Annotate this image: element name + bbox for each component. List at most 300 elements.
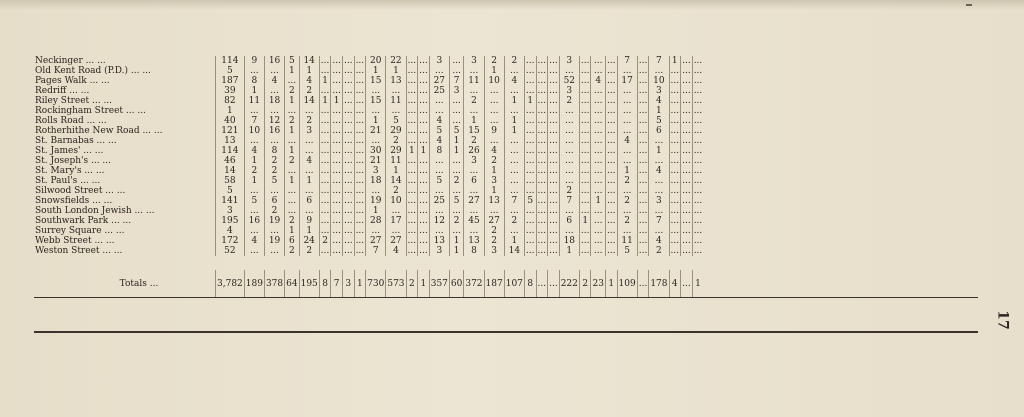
table-cell: ... bbox=[559, 166, 579, 176]
table-cell: ... bbox=[320, 156, 330, 166]
table-cell: ... bbox=[264, 246, 284, 256]
table-cell: 52 bbox=[559, 76, 579, 86]
table-cell: ... bbox=[355, 156, 365, 166]
table-cell: ... bbox=[355, 166, 365, 176]
table-cell: ... bbox=[580, 226, 590, 236]
table-cell: ... bbox=[429, 106, 449, 116]
table-cell: ... bbox=[299, 186, 319, 196]
table-cell: ... bbox=[548, 270, 560, 298]
table-cell: ... bbox=[504, 66, 524, 76]
table-cell: ... bbox=[580, 166, 590, 176]
table-row bbox=[34, 136, 703, 146]
table-cell: ... bbox=[670, 76, 680, 86]
table-cell: ... bbox=[355, 186, 365, 196]
table-cell: ... bbox=[682, 246, 691, 256]
table-cell: 7 bbox=[244, 116, 264, 126]
district-name: St. Barnabas ... ... bbox=[35, 136, 117, 146]
table-cell: ... bbox=[464, 166, 484, 176]
table-cell: ... bbox=[244, 136, 264, 146]
table-cell: 114 bbox=[216, 56, 245, 66]
table-cell: 1 bbox=[299, 226, 319, 236]
table-cell: ... bbox=[366, 136, 386, 146]
table-cell: ... bbox=[484, 106, 504, 116]
table-cell: ... bbox=[606, 86, 616, 96]
table-cell: 3 bbox=[464, 56, 484, 66]
district-name: Totals ... bbox=[119, 279, 159, 289]
table-cell: ... bbox=[606, 136, 616, 146]
table-cell: 9 bbox=[244, 56, 264, 66]
table-cell: 730 bbox=[366, 270, 386, 298]
table-cell: 1 bbox=[649, 146, 669, 156]
table-cell: ... bbox=[591, 186, 605, 196]
table-cell: 1 bbox=[484, 66, 504, 76]
table-cell: ... bbox=[693, 126, 703, 136]
table-cell: 1 bbox=[449, 136, 463, 146]
table-cell: 4 bbox=[386, 246, 406, 256]
table-cell: ... bbox=[264, 226, 284, 236]
table-cell: 15 bbox=[366, 96, 386, 106]
table-cell: ... bbox=[320, 126, 330, 136]
table-cell: ... bbox=[332, 136, 341, 146]
table-cell: ... bbox=[285, 186, 299, 196]
table-cell: ... bbox=[484, 136, 504, 146]
table-cell: 3 bbox=[464, 156, 484, 166]
page-fold-shadow bbox=[0, 0, 1024, 10]
table-cell: ... bbox=[285, 76, 299, 86]
table-cell: 1 bbox=[591, 196, 605, 206]
table-cell: ... bbox=[525, 136, 535, 146]
table-cell: ... bbox=[419, 56, 428, 66]
table-cell: ... bbox=[537, 156, 547, 166]
table-cell: ... bbox=[591, 56, 605, 66]
table-cell: ... bbox=[549, 126, 558, 136]
table-cell: ... bbox=[693, 146, 703, 156]
table-cell: ... bbox=[464, 226, 484, 236]
table-cell: ... bbox=[617, 226, 637, 236]
table-cell: ... bbox=[407, 236, 417, 246]
table-cell: ... bbox=[549, 246, 558, 256]
table-cell: ... bbox=[693, 176, 703, 186]
table-cell: 7 bbox=[331, 270, 343, 298]
table-cell: 5 bbox=[285, 56, 299, 66]
table-cell: ... bbox=[407, 206, 417, 216]
table-cell: ... bbox=[580, 116, 590, 126]
table-cell: 29 bbox=[386, 146, 406, 156]
table-cell: 16 bbox=[264, 126, 284, 136]
table-cell: ... bbox=[681, 270, 693, 298]
table-cell: 1 bbox=[524, 96, 536, 106]
table-cell: 27 bbox=[464, 196, 484, 206]
table-cell: 2 bbox=[484, 156, 504, 166]
table-cell: 6 bbox=[559, 216, 579, 226]
table-cell: ... bbox=[591, 246, 605, 256]
table-cell: ... bbox=[638, 156, 648, 166]
table-cell: ... bbox=[606, 236, 616, 246]
table-cell: ... bbox=[332, 236, 341, 246]
table-cell: ... bbox=[244, 206, 264, 216]
table-cell: 172 bbox=[216, 236, 245, 246]
table-cell: ... bbox=[670, 86, 680, 96]
table-cell: ... bbox=[638, 56, 648, 66]
table-cell: 17 bbox=[617, 76, 637, 86]
table-cell: ... bbox=[606, 146, 616, 156]
table-cell: ... bbox=[537, 216, 547, 226]
table-cell: ... bbox=[591, 176, 605, 186]
table-cell: ... bbox=[682, 146, 691, 156]
table-cell: ... bbox=[682, 206, 691, 216]
table-cell: 5 bbox=[386, 116, 406, 126]
table-cell: 5 bbox=[449, 196, 463, 206]
table-cell: 16 bbox=[264, 56, 284, 66]
table-cell: 178 bbox=[649, 270, 669, 298]
table-cell: ... bbox=[670, 196, 680, 206]
table-cell: ... bbox=[504, 206, 524, 216]
table-cell: ... bbox=[419, 246, 428, 256]
table-cell: 10 bbox=[244, 126, 264, 136]
table-cell: ... bbox=[549, 146, 558, 156]
table-cell: ... bbox=[320, 166, 330, 176]
table-cell: ... bbox=[670, 146, 680, 156]
table-cell: ... bbox=[407, 176, 417, 186]
table-cell: ... bbox=[693, 156, 703, 166]
table-cell: ... bbox=[429, 96, 449, 106]
table-cell: ... bbox=[549, 206, 558, 216]
table-cell: 5 bbox=[429, 126, 449, 136]
table-cell: ... bbox=[407, 186, 417, 196]
table-cell: 6 bbox=[285, 236, 299, 246]
table-cell: ... bbox=[537, 136, 547, 146]
table-row bbox=[34, 146, 703, 156]
table-cell: ... bbox=[638, 186, 648, 196]
table-cell: ... bbox=[580, 56, 590, 66]
table-cell: ... bbox=[606, 96, 616, 106]
table-cell: ... bbox=[285, 106, 299, 116]
table-cell: 2 bbox=[386, 136, 406, 146]
table-cell: ... bbox=[682, 156, 691, 166]
table-cell: ... bbox=[559, 176, 579, 186]
table-cell: ... bbox=[244, 106, 264, 116]
table-cell: ... bbox=[449, 106, 463, 116]
table-cell: ... bbox=[407, 196, 417, 206]
table-cell: ... bbox=[591, 126, 605, 136]
page-number: 17 bbox=[994, 310, 1011, 330]
table-cell: 7 bbox=[559, 196, 579, 206]
district-name: South London Jewish ... ... bbox=[35, 206, 155, 216]
table-cell: 2 bbox=[264, 156, 284, 166]
table-cell: ... bbox=[549, 106, 558, 116]
table-cell: 2 bbox=[559, 186, 579, 196]
table-cell: ... bbox=[355, 126, 365, 136]
table-cell: 1 bbox=[366, 116, 386, 126]
table-cell: ... bbox=[332, 146, 341, 156]
table-cell: ... bbox=[638, 146, 648, 156]
table-cell: ... bbox=[419, 76, 428, 86]
table-cell: ... bbox=[638, 116, 648, 126]
table-row bbox=[34, 86, 703, 96]
table-cell: 28 bbox=[366, 216, 386, 226]
table-cell: ... bbox=[549, 236, 558, 246]
table-cell: ... bbox=[355, 216, 365, 226]
table-cell: 14 bbox=[299, 56, 319, 66]
district-name: Redriff ... ... bbox=[35, 86, 90, 96]
district-name: Old Kent Road (P.D.) ... ... bbox=[35, 66, 151, 76]
table-cell: 27 bbox=[429, 76, 449, 86]
table-cell: 2 bbox=[244, 166, 264, 176]
table-cell: 5 bbox=[617, 246, 637, 256]
table-cell: 4 bbox=[299, 156, 319, 166]
table-cell: 10 bbox=[649, 76, 669, 86]
table-cell: ... bbox=[285, 196, 299, 206]
table-cell: ... bbox=[332, 116, 341, 126]
table-cell: ... bbox=[693, 56, 703, 66]
table-cell: ... bbox=[525, 206, 535, 216]
table-cell: 2 bbox=[617, 196, 637, 206]
table-row bbox=[34, 66, 703, 76]
table-cell: 1 bbox=[285, 146, 299, 156]
table-cell: 7 bbox=[366, 246, 386, 256]
table-cell: ... bbox=[537, 186, 547, 196]
table-cell: ... bbox=[693, 246, 703, 256]
table-cell: ... bbox=[591, 156, 605, 166]
table-cell: ... bbox=[537, 226, 547, 236]
table-cell: ... bbox=[244, 186, 264, 196]
table-cell: 18 bbox=[366, 176, 386, 186]
table-cell: ... bbox=[355, 196, 365, 206]
table-cell: ... bbox=[549, 156, 558, 166]
table-cell: ... bbox=[606, 106, 616, 116]
district-name: St. Joseph's ... ... bbox=[35, 156, 112, 166]
table-cell: ... bbox=[419, 66, 428, 76]
table-cell: ... bbox=[299, 106, 319, 116]
table-cell: ... bbox=[264, 106, 284, 116]
table-cell: ... bbox=[332, 226, 341, 236]
table-cell: ... bbox=[591, 226, 605, 236]
table-cell: ... bbox=[617, 206, 637, 216]
table-cell: 25 bbox=[429, 196, 449, 206]
table-cell: 7 bbox=[504, 196, 524, 206]
table-cell: ... bbox=[244, 246, 264, 256]
table-cell: ... bbox=[504, 156, 524, 166]
table-cell: ... bbox=[320, 66, 330, 76]
district-name: Snowsfields ... ... bbox=[35, 196, 113, 206]
table-cell: 2 bbox=[649, 246, 669, 256]
rule-top bbox=[34, 297, 978, 298]
table-cell: 1 bbox=[285, 66, 299, 76]
table-cell: ... bbox=[537, 206, 547, 216]
table-cell: ... bbox=[638, 126, 648, 136]
table-cell: ... bbox=[525, 116, 535, 126]
table-cell: 11 bbox=[386, 96, 406, 106]
table-cell: ... bbox=[366, 186, 386, 196]
table-cell: ... bbox=[464, 206, 484, 216]
table-cell: ... bbox=[504, 186, 524, 196]
table-cell: ... bbox=[549, 226, 558, 236]
table-cell: ... bbox=[504, 136, 524, 146]
table-cell: 372 bbox=[464, 270, 484, 298]
table-cell: 1 bbox=[579, 216, 591, 226]
table-cell: ... bbox=[638, 96, 648, 106]
table-cell: ... bbox=[606, 186, 616, 196]
table-cell: ... bbox=[320, 206, 330, 216]
table-cell: ... bbox=[449, 166, 463, 176]
table-cell: 19 bbox=[366, 196, 386, 206]
table-cell: 2 bbox=[406, 270, 418, 298]
table-cell: ... bbox=[355, 96, 365, 106]
table-cell: ... bbox=[606, 196, 616, 206]
table-row bbox=[34, 126, 703, 136]
table-cell: ... bbox=[693, 106, 703, 116]
table-cell: ... bbox=[559, 156, 579, 166]
table-cell: ... bbox=[343, 76, 353, 86]
table-cell: ... bbox=[264, 136, 284, 146]
table-cell: ... bbox=[638, 196, 648, 206]
table-cell: ... bbox=[386, 226, 406, 236]
table-cell: ... bbox=[617, 66, 637, 76]
table-cell: 4 bbox=[504, 76, 524, 86]
table-cell: 27 bbox=[484, 216, 504, 226]
table-cell: 2 bbox=[464, 96, 484, 106]
table-row bbox=[34, 166, 703, 176]
table-cell: 222 bbox=[559, 270, 579, 298]
table-cell: 39 bbox=[216, 86, 245, 96]
table-cell: 16 bbox=[244, 216, 264, 226]
table-cell: 4 bbox=[669, 270, 681, 298]
table-cell: ... bbox=[449, 186, 463, 196]
table-cell: 4 bbox=[429, 116, 449, 126]
table-cell: ... bbox=[693, 226, 703, 236]
table-cell: 2 bbox=[579, 270, 591, 298]
table-cell: ... bbox=[537, 76, 547, 86]
table-cell: 2 bbox=[504, 216, 524, 226]
table-cell: ... bbox=[484, 86, 504, 96]
table-cell: 195 bbox=[299, 270, 319, 298]
table-cell: 13 bbox=[216, 136, 245, 146]
table-cell: ... bbox=[559, 126, 579, 136]
table-cell: 7 bbox=[649, 216, 669, 226]
table-cell: ... bbox=[343, 86, 353, 96]
table-cell: 21 bbox=[366, 126, 386, 136]
table-cell: 6 bbox=[649, 126, 669, 136]
table-cell: ... bbox=[299, 136, 319, 146]
table-cell: ... bbox=[449, 226, 463, 236]
table-cell: ... bbox=[682, 96, 691, 106]
table-cell: ... bbox=[244, 66, 264, 76]
table-cell: ... bbox=[682, 186, 691, 196]
table-cell: ... bbox=[693, 66, 703, 76]
table-cell: ... bbox=[693, 196, 703, 206]
table-cell: ... bbox=[332, 126, 341, 136]
table-cell: 15 bbox=[366, 76, 386, 86]
table-cell: 8 bbox=[464, 246, 484, 256]
table-cell: ... bbox=[606, 246, 616, 256]
table-cell: 19 bbox=[264, 236, 284, 246]
table-cell: 10 bbox=[484, 76, 504, 86]
table-cell: 2 bbox=[449, 216, 463, 226]
table-cell: ... bbox=[537, 116, 547, 126]
table-cell: ... bbox=[299, 206, 319, 216]
table-cell: ... bbox=[670, 66, 680, 76]
table-cell: ... bbox=[429, 166, 449, 176]
table-cell: ... bbox=[649, 186, 669, 196]
table-cell: 114 bbox=[216, 146, 245, 156]
table-cell: 1 bbox=[669, 56, 681, 66]
table-cell: ... bbox=[525, 216, 535, 226]
table-cell: ... bbox=[649, 156, 669, 166]
district-name: Webb Street ... ... bbox=[35, 236, 115, 246]
table-row bbox=[34, 76, 703, 86]
table-row bbox=[34, 56, 703, 66]
table-cell: 2 bbox=[285, 116, 299, 126]
table-cell: ... bbox=[606, 216, 616, 226]
table-cell: ... bbox=[693, 236, 703, 246]
table-cell: ... bbox=[682, 236, 691, 246]
table-cell: ... bbox=[355, 206, 365, 216]
table-cell: ... bbox=[580, 76, 590, 86]
table-cell: ... bbox=[407, 166, 417, 176]
table-cell: ... bbox=[580, 136, 590, 146]
table-cell: 4 bbox=[299, 76, 319, 86]
table-cell: 1 bbox=[559, 246, 579, 256]
table-cell: ... bbox=[320, 116, 330, 126]
table-cell: ... bbox=[525, 156, 535, 166]
table-cell: ... bbox=[484, 96, 504, 106]
table-cell: 14 bbox=[216, 166, 245, 176]
table-cell: 23 bbox=[591, 270, 605, 298]
table-cell: ... bbox=[682, 126, 691, 136]
table-cell: ... bbox=[617, 96, 637, 106]
table-cell: ... bbox=[682, 76, 691, 86]
table-cell: 3 bbox=[449, 86, 463, 96]
table-cell: ... bbox=[285, 136, 299, 146]
table-cell: ... bbox=[580, 196, 590, 206]
table-cell: 3 bbox=[559, 86, 579, 96]
table-cell: ... bbox=[332, 56, 341, 66]
table-cell: 24 bbox=[299, 236, 319, 246]
table-cell: 4 bbox=[244, 236, 264, 246]
table-cell: ... bbox=[419, 176, 428, 186]
rule-bottom bbox=[34, 331, 978, 333]
table-cell: ... bbox=[419, 86, 428, 96]
district-name: Riley Street ... ... bbox=[35, 96, 113, 106]
table-cell: ... bbox=[549, 56, 558, 66]
table-cell: 2 bbox=[264, 206, 284, 216]
table-cell: ... bbox=[559, 106, 579, 116]
table-cell: 64 bbox=[285, 270, 299, 298]
table-cell: 2 bbox=[484, 226, 504, 236]
table-cell: ... bbox=[682, 166, 691, 176]
table-cell: ... bbox=[682, 66, 691, 76]
table-cell: 2 bbox=[285, 156, 299, 166]
table-cell: ... bbox=[332, 66, 341, 76]
table-cell: ... bbox=[617, 146, 637, 156]
table-row bbox=[34, 116, 703, 126]
table-cell: ... bbox=[419, 156, 428, 166]
table-cell: 121 bbox=[216, 126, 245, 136]
district-name: St. Paul's ... ... bbox=[35, 176, 101, 186]
table-row bbox=[34, 176, 703, 186]
table-cell: ... bbox=[580, 66, 590, 76]
table-cell: 13 bbox=[429, 236, 449, 246]
table-cell: ... bbox=[355, 176, 365, 186]
table-cell: 189 bbox=[244, 270, 264, 298]
table-cell: ... bbox=[617, 106, 637, 116]
table-cell: ... bbox=[670, 96, 680, 106]
table-cell: ... bbox=[606, 76, 616, 86]
table-cell: 378 bbox=[264, 270, 284, 298]
table-cell: ... bbox=[407, 216, 417, 226]
table-cell: ... bbox=[549, 196, 558, 206]
table-cell: ... bbox=[320, 136, 330, 146]
